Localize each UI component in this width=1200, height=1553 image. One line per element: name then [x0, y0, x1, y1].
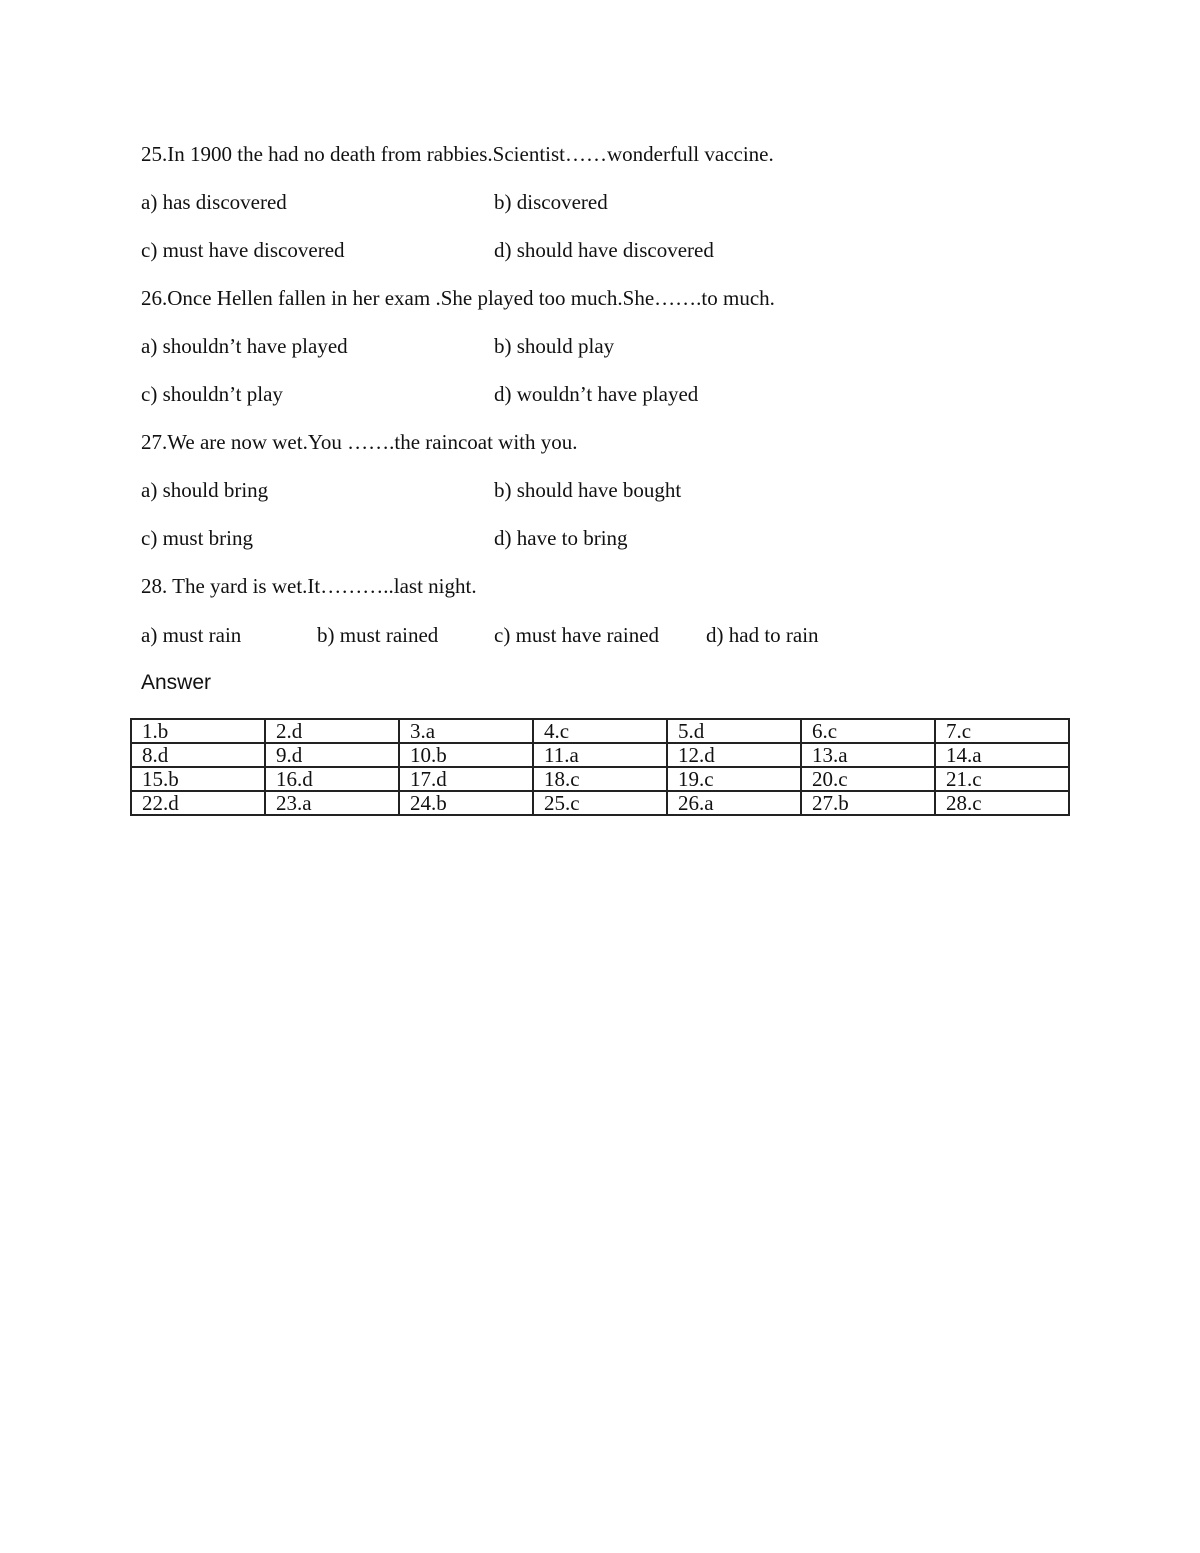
- answer-cell: 14.a: [935, 743, 1069, 767]
- answer-cell: 18.c: [533, 767, 667, 791]
- answer-cell: 13.a: [801, 743, 935, 767]
- answer-cell: 26.a: [667, 791, 801, 815]
- question-25-option-d: d) should have discovered: [494, 238, 714, 262]
- question-27-option-d: d) have to bring: [494, 526, 628, 550]
- question-26-option-b: b) should play: [494, 334, 615, 358]
- question-26-text: 26.Once Hellen fallen in her exam .She played too much.She…….to much.: [141, 286, 775, 310]
- answer-cell: 28.c: [935, 791, 1069, 815]
- answer-cell: 17.d: [399, 767, 533, 791]
- question-25-text: 25.In 1900 the had no death from rabbies.Scientist……wonderfull vaccine.: [141, 142, 774, 166]
- answer-cell: 9.d: [265, 743, 399, 767]
- question-26-option-c: c) shouldn’t play: [141, 382, 283, 406]
- answer-key-table: [130, 718, 1070, 816]
- answer-cell: 11.a: [533, 743, 667, 767]
- answer-cell: 4.c: [533, 719, 667, 743]
- answer-cell: 6.c: [801, 719, 935, 743]
- question-25-option-b: b) discovered: [494, 190, 608, 214]
- question-27-option-c: c) must bring: [141, 526, 253, 550]
- question-25-option-c: c) must have discovered: [141, 238, 345, 262]
- answer-cell: 19.c: [667, 767, 801, 791]
- answer-cell: 12.d: [667, 743, 801, 767]
- answer-cell: 22.d: [131, 791, 265, 815]
- answer-cell: 5.d: [667, 719, 801, 743]
- answer-cell: 27.b: [801, 791, 935, 815]
- question-27-option-a: a) should bring: [141, 478, 269, 502]
- answer-cell: 21.c: [935, 767, 1069, 791]
- answer-cell: 24.b: [399, 791, 533, 815]
- answer-cell: 3.a: [399, 719, 533, 743]
- question-27-option-b: b) should have bought: [494, 478, 682, 502]
- table-row: [131, 767, 1069, 791]
- table-row: [131, 791, 1069, 815]
- answer-cell: 8.d: [131, 743, 265, 767]
- table-row: [131, 719, 1069, 743]
- question-28-text: 28. The yard is wet.It………..last night.: [141, 574, 477, 598]
- answer-heading: Answer: [141, 671, 212, 694]
- question-28-option-a: a) must rain: [141, 623, 242, 647]
- answer-cell: 15.b: [131, 767, 265, 791]
- answer-cell: 10.b: [399, 743, 533, 767]
- question-26-option-a: a) shouldn’t have played: [141, 334, 348, 358]
- answer-cell: 20.c: [801, 767, 935, 791]
- answer-cell: 16.d: [265, 767, 399, 791]
- answer-cell: 25.c: [533, 791, 667, 815]
- answer-cell: 23.a: [265, 791, 399, 815]
- question-27-text: 27.We are now wet.You …….the raincoat with you.: [141, 430, 578, 454]
- question-28-option-b: b) must rained: [317, 623, 439, 647]
- answer-cell: 2.d: [265, 719, 399, 743]
- table-row: [131, 743, 1069, 767]
- question-26-option-d: d) wouldn’t have played: [494, 382, 699, 406]
- question-28-option-d: d) had to rain: [706, 623, 819, 647]
- question-28-option-c: c) must have rained: [494, 623, 660, 647]
- answer-cell: 1.b: [131, 719, 265, 743]
- question-25-option-a: a) has discovered: [141, 190, 287, 214]
- answer-cell: 7.c: [935, 719, 1069, 743]
